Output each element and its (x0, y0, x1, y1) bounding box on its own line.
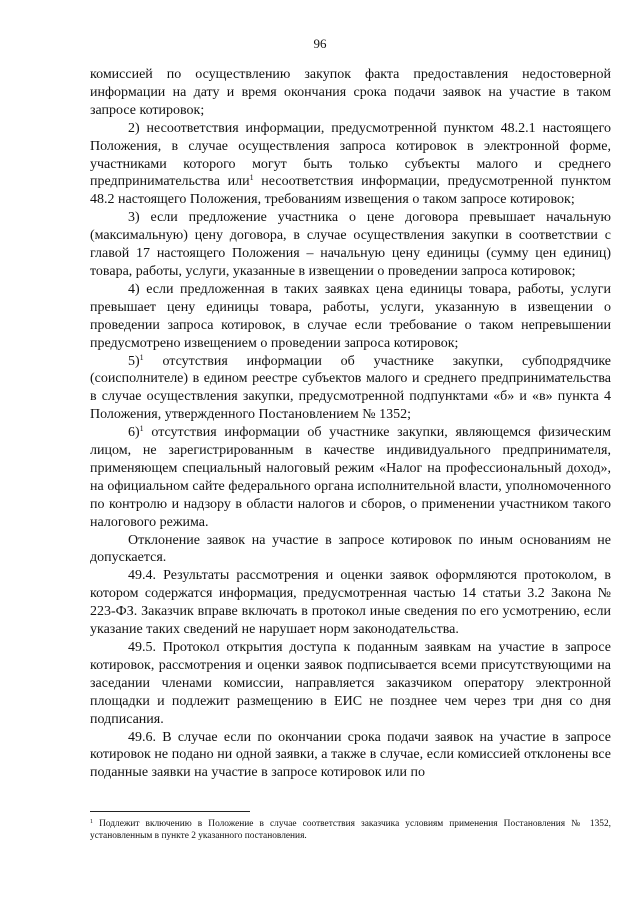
paragraph-item-5-1 (90, 353, 611, 425)
paragraph-text: 5) (128, 353, 140, 369)
paragraph-text: 49.5. Протокол открытия доступа к поданным заявкам на участие в запросе котировок, рассмотрения и оценки заявок подписывается всеми присутствующими на заседании членами комиссии, направляется заказчиком оператору электронной площадки и подлежит размещению в ЕИС не позднее чем через три дня со дня подписания. (90, 640, 611, 727)
paragraph-text-continued: отсутствия информации об участнике закупки, субподрядчике (соисполнителе) в едином реестре субъектов малого и среднего предпринимательства в случае осуществления закупки, предусмотренной подпунктами «б» и «в» пункта 4 Положения, утвержденного Постановлением № 1352; (90, 353, 611, 423)
paragraph-item-3 (90, 209, 611, 281)
paragraph-text: 3) если предложение участника о цене договора превышает начальную (максимальную) цену договора, в случае осуществления закупки в соответствии с главой 17 настоящего Положения – начальную цену единицы (сумму цен единиц) товара, работы, услуги, указанные в извещении о проведении запроса котировок; (90, 210, 611, 279)
paragraph-text: 49.4. Результаты рассмотрения и оценки заявок оформляются протоколом, в котором содержатся информация, предусмотренная частью 14 статьи 3.2 Закона № 223-ФЗ. Заказчик вправе включать в протокол иные сведения по его усмотрению, если указание таких сведений не нарушает норм законодательства. (90, 568, 611, 638)
footnote (90, 818, 611, 842)
document-body (90, 66, 611, 782)
paragraph-text: комиссией по осуществлению закупок факта предоставления недостоверной информации на дату и время окончания срока подачи заявок на участие в таком запросе котировок; (90, 67, 611, 118)
paragraph-item-6-1 (90, 424, 611, 531)
paragraph-text: 6) (128, 425, 140, 441)
footnote-marker: 1 (139, 424, 144, 434)
paragraph-text: Отклонение заявок на участие в запросе котировок по иным основаниям не допускается. (90, 532, 611, 566)
footnote-marker: 1 (139, 352, 144, 362)
footnote-text: Подлежит включению в Положение в случае соответствия заказчика условиям применения Постановления № 1352, установленным в пункте 2 указанного постановления. (90, 819, 611, 841)
paragraph-item-2 (90, 120, 611, 210)
paragraph-text: 4) если предложенная в таких заявках цена единицы товара, работы, услуги превышает цену единицы товара, работы, услуги, указанную в извещении о проведении запроса котировок, в случае если требование о таком непревышении предусмотрено извещением о проведении запроса котировок; (90, 281, 611, 351)
footnote-separator (90, 811, 250, 812)
footnote-marker: 1 (249, 173, 254, 183)
paragraph-49-6 (90, 729, 611, 783)
paragraph-item-4 (90, 281, 611, 353)
paragraph-text: 49.6. В случае если по окончании срока подачи заявок на участие в запросе котировок не подано ни одной заявки, а также в случае, если комиссией отклонены все поданные заявки на участие в запросе котировок или по (90, 729, 611, 781)
paragraph-49-4 (90, 567, 611, 639)
paragraph-text: 2) несоответствия информации, предусмотренной пунктом 48.2.1 настоящего Положения, в случае осуществления запроса котировок в электронной форме, участниками которого могут быть только субъекты малого и среднего предпринимательства или (90, 120, 611, 190)
paragraph-text-continued: отсутствия информации об участнике закупки, являющемся физическим лицом, не зарегистрированным в качестве индивидуального предпринимателя, применяющем специальный налоговый режим «Налог на профессиональный доход», на официальном сайте федерального органа исполнительной власти, уполномоченного по контролю и надзору в области налогов и сборов, о применении участником такого налогового режима. (90, 425, 611, 530)
paragraph-49-5 (90, 639, 611, 729)
footnote-marker: 1 (90, 819, 93, 825)
paragraph-continuation (90, 66, 611, 120)
page-number: 96 (313, 36, 327, 51)
paragraph-rejection-note (90, 532, 611, 568)
paragraph-text-continued: несоответствия информации, предусмотренной пунктом 48.2 настоящего Положения, требованиям извещения о таком запросе котировок; (90, 174, 612, 208)
